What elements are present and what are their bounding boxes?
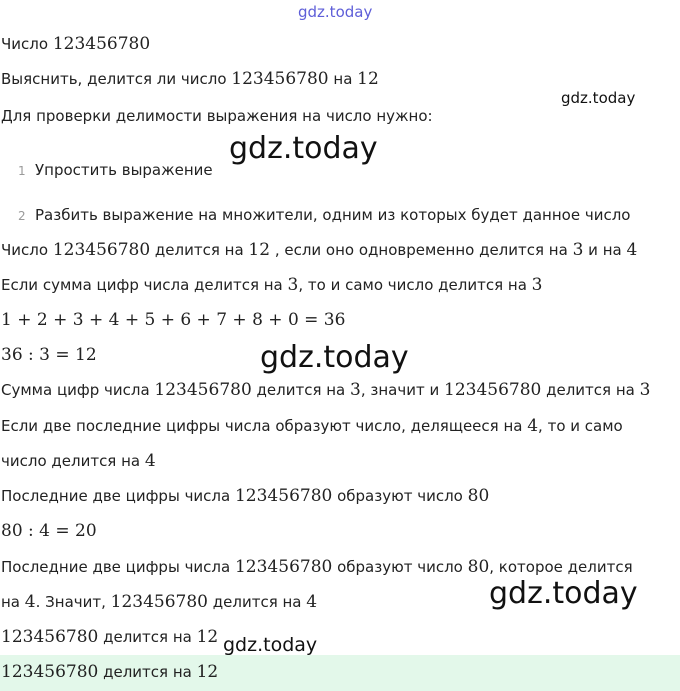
conclusion-by-4-line-1: Последние две цифры числа 123456780 образуют число 80, которое делится [1, 557, 633, 577]
digit-sum-equation: 1 + 2 + 3 + 4 + 5 + 6 + 7 + 8 + 0 = 36 [1, 310, 346, 330]
rule-by-4-line-2: число делится на 4 [1, 451, 156, 471]
watermark-large-1: gdz.today [229, 131, 378, 166]
division-by-4-equation: 80 : 4 = 20 [1, 521, 97, 541]
divisibility-rule-line: Число 123456780 делится на 12 , если оно одновременно делится на 3 и на 4 [1, 240, 638, 260]
method-intro-line: Для проверки делимости выражения на число нужно: [1, 107, 433, 125]
last-two-digits-line: Последние две цифры числа 123456780 образуют число 80 [1, 486, 490, 506]
given-number-line: Число 123456780 [1, 34, 151, 54]
division-by-3-equation: 36 : 3 = 12 [1, 345, 97, 365]
watermark-bottom: gdz.today [223, 634, 318, 656]
conclusion-by-3-line: Сумма цифр числа 123456780 делится на 3, значит и 123456780 делится на 3 [1, 380, 651, 400]
watermark-top: gdz.today [298, 3, 373, 21]
step-1-text: Упростить выражение [35, 161, 213, 179]
watermark-large-3: gdz.today [489, 576, 638, 611]
task-statement-line: Выяснить, делится ли число 123456780 на 12 [1, 69, 379, 89]
step-2-item [18, 205, 630, 226]
step-1-item [18, 160, 213, 181]
step-2-number: 2 [18, 209, 26, 223]
answer-text: 123456780 делится на 12 [1, 662, 219, 682]
final-conclusion-line: 123456780 делится на 12 [1, 627, 219, 647]
step-2-text: Разбить выражение на множители, одним из которых будет данное число [35, 206, 631, 224]
step-1-number: 1 [18, 164, 26, 178]
rule-by-4-line-1: Если две последние цифры числа образуют число, делящееся на 4, то и само [1, 416, 623, 436]
rule-by-3-line: Если сумма цифр числа делится на 3, то и само число делится на 3 [1, 275, 543, 295]
conclusion-by-4-line-2: на 4. Значит, 123456780 делится на 4 [1, 592, 318, 612]
watermark-right: gdz.today [561, 89, 636, 107]
watermark-large-2: gdz.today [260, 340, 409, 375]
